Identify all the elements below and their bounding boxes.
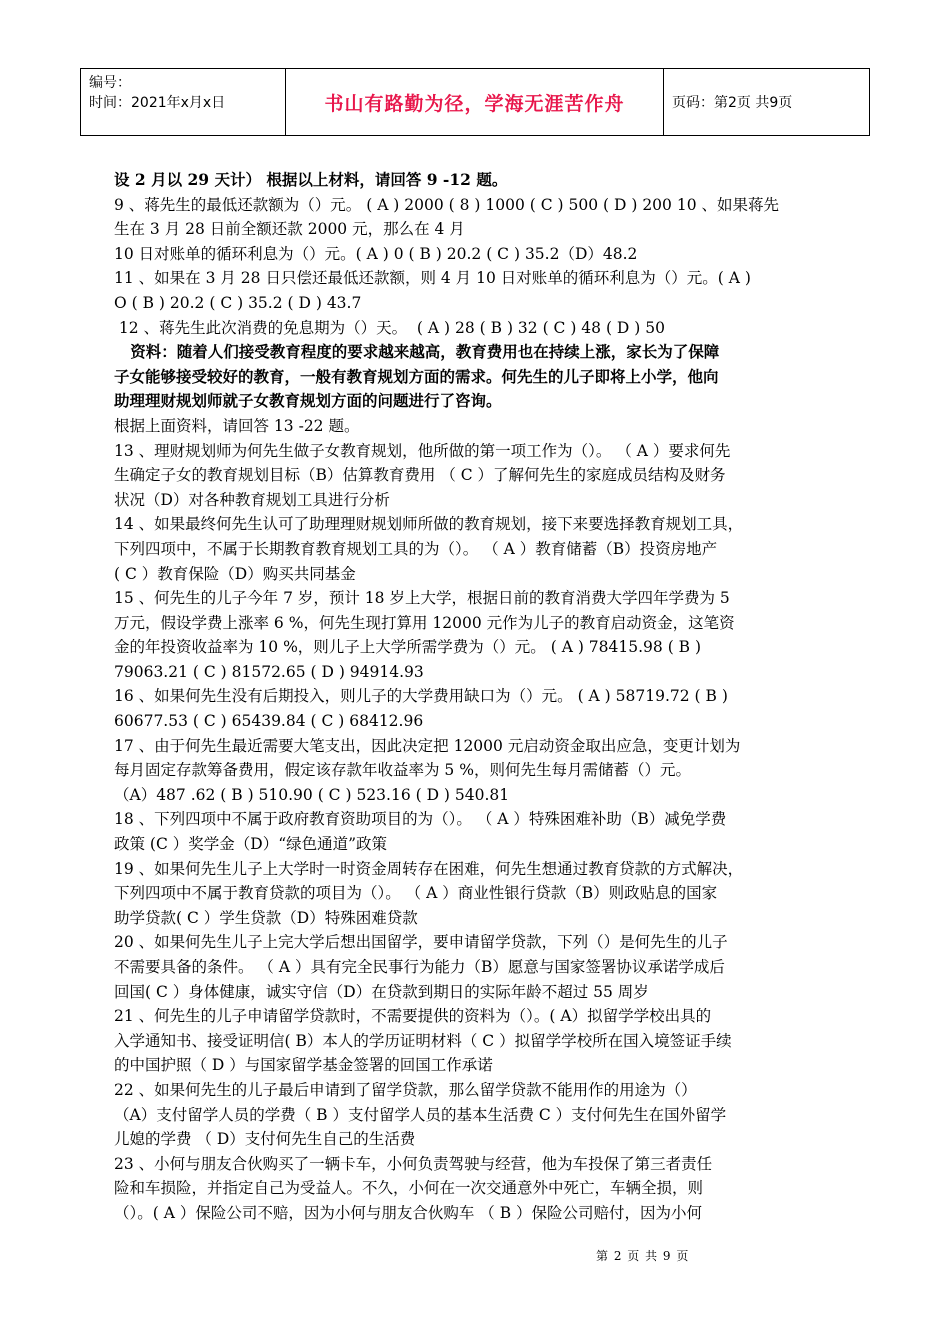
text-line: 助理理财规划师就子女教育规划方面的问题进行了咨询。 <box>114 391 502 411</box>
text-line: 21 、何先生的儿子申请留学贷款时，不需要提供的资料为（）。( A）拟留学学校出具的 <box>114 1007 712 1026</box>
text-line: 9 、蒋先生的最低还款额为（）元。 ( A ) 2000 ( 8 ) 1000 ( C ) 500 ( D ) 200 10 、如果蒋先 <box>114 195 779 214</box>
document-number: 编号： <box>89 75 131 91</box>
header-page-number: 页码：第2页 共9页 <box>672 95 793 111</box>
text-line: 79063.21 ( C ) 81572.65 ( D ) 94914.93 <box>114 662 424 681</box>
text-line: 23 、小何与朋友合伙购买了一辆卡车，小何负责驾驶与经营，他为车投保了第三者责任 <box>114 1154 713 1173</box>
text-line: 助学贷款( C ）学生贷款（D）特殊困难贷款 <box>114 908 418 927</box>
document-body <box>114 168 842 1226</box>
text-line: 17 、由于何先生最近需要大笔支出，因此决定把 12000 元启动资金取出应急，变更计划为 <box>114 736 741 755</box>
text-line: 每月固定存款筹备费用，假定该存款年收益率为 5 %，则何先生每月需储蓄（）元。 <box>114 761 691 780</box>
text-line: （A）487 .62 ( B ) 510.90 ( C ) 523.16 ( D ) 540.81 <box>114 785 510 804</box>
text-line: 不需要具备的条件。 （ A ）具有完全民事行为能力（B）愿意与国家签署协议承诺学成后 <box>114 958 725 976</box>
text-line: 10 日对账单的循环利息为（）元。( A ) 0 ( B ) 20.2 ( C ) 35.2（D）48.2 <box>114 244 638 263</box>
text-line: 设 2 月以 29 天计） 根据以上材料，请回答 9 -12 题。 <box>114 170 508 189</box>
text-line: 根据上面资料，请回答 13 -22 题。 <box>114 416 360 435</box>
text-line: 万元，假设学费上涨率 6 %，何先生现打算用 12000 元作为儿子的教育启动资金，这笔资 <box>114 613 735 632</box>
text-line: 的中国护照（ D ）与国家留学基金签署的回国工作承诺 <box>114 1056 493 1075</box>
page-header <box>80 68 870 136</box>
document-date: 时间：2021年x月x日 <box>89 95 226 111</box>
text-line: 金的年投资收益率为 10 %，则儿子上大学所需学费为（）元。 ( A ) 78415.98 ( B ) <box>114 638 702 657</box>
text-line: 14 、如果最终何先生认可了助理理财规划师所做的教育规划，接下来要选择教育规划工具， <box>114 515 744 534</box>
text-line: 状况（D）对各种教育规划工具进行分析 <box>114 490 390 509</box>
text-line: 生确定子女的教育规划目标（B）估算教育费用 （ C ）了解何先生的家庭成员结构及财务 <box>114 466 726 485</box>
text-line: 22 、如果何先生的儿子最后申请到了留学贷款，那么留学贷款不能用作的用途为（） <box>114 1080 697 1099</box>
text-line: 回国( C ）身体健康，诚实守信（D）在贷款到期日的实际年龄不超过 55 周岁 <box>114 982 649 1001</box>
text-line: 16 、如果何先生没有后期投入，则儿子的大学费用缺口为（）元。 ( A ) 58719.72 ( B ) <box>114 687 728 706</box>
text-line: 12 、蒋先生此次消费的免息期为（）天。 ( A ) 28 ( B ) 32 ( C ) 48 ( D ) 50 <box>114 318 665 337</box>
text-line: 儿媳的学费 （ D）支付何先生自己的生活费 <box>114 1130 416 1149</box>
text-line: 子女能够接受较好的教育，一般有教育规划方面的需求。何先生的儿子即将上小学，他向 <box>114 366 719 386</box>
text-line: 13 、理财规划师为何先生做子女教育规划，他所做的第一项工作为（）。 （ A ）要求何先 <box>114 441 731 460</box>
text-line: 18 、下列四项中不属于政府教育资助项目的为（）。 （ A ）特殊困难补助（B）减免学费 <box>114 810 727 829</box>
text-line: ( C ）教育保险（D）购买共同基金 <box>114 564 356 583</box>
text-line: 15 、何先生的儿子今年 7 岁，预计 18 岁上大学，根据日前的教育消费大学四年学费为 5 <box>114 589 730 608</box>
header-motto: 书山有路勤为径，学海无涯苦作舟 <box>286 69 664 135</box>
text-line: （A）支付留学人员的学费（ B ）支付留学人员的基本生活费 C ）支付何先生在国外留学 <box>114 1105 727 1124</box>
header-info <box>81 69 286 135</box>
text-line: 60677.53 ( C ) 65439.84 ( C ) 68412.96 <box>114 712 424 731</box>
text-line: 下列四项中，不属于长期教育教育规划工具的为（）。 （ A ）教育储蓄（B）投资房地产 <box>114 539 718 558</box>
text-line: O ( B ) 20.2 ( C ) 35.2 ( D ) 43.7 <box>114 293 362 312</box>
text-line: 险和车损险，并指定自己为受益人。不久，小何在一次交通意外中死亡，车辆全损，则 <box>114 1179 704 1198</box>
text-line: 政策 (C ）奖学金（D）“绿色通道”政策 <box>114 835 388 854</box>
text-line: 资料：随着人们接受教育程度的要求越来越高，教育费用也在持续上涨，家长为了保障 <box>114 342 720 362</box>
text-line: 19 、如果何先生儿子上大学时一时资金周转存在困难，何先生想通过教育贷款的方式解决， <box>114 859 744 878</box>
text-line: 生在 3 月 28 日前全额还款 2000 元，那么在 4 月 <box>114 220 465 239</box>
text-line: 20 、如果何先生儿子上完大学后想出国留学，要申请留学贷款，下列（）是何先生的儿子 <box>114 933 728 952</box>
text-line: 11 、如果在 3 月 28 日只偿还最低还款额，则 4 月 10 日对账单的循环利息为（）元。( A ) <box>114 269 751 288</box>
text-line: 入学通知书、接受证明信( B）本人的学历证明材料（ C ）拟留学学校所在国入境签证手续 <box>114 1031 732 1050</box>
page-footer: 第 2 页 共 9 页 <box>596 1249 690 1263</box>
text-line: （）。( A ）保险公司不赔，因为小何与朋友合伙购车 （ B ）保险公司赔付，因为小何 <box>114 1203 703 1222</box>
text-line: 下列四项中不属于教育贷款的项目为（）。 （ A ）商业性银行贷款（B）则政贴息的国家 <box>114 884 718 903</box>
